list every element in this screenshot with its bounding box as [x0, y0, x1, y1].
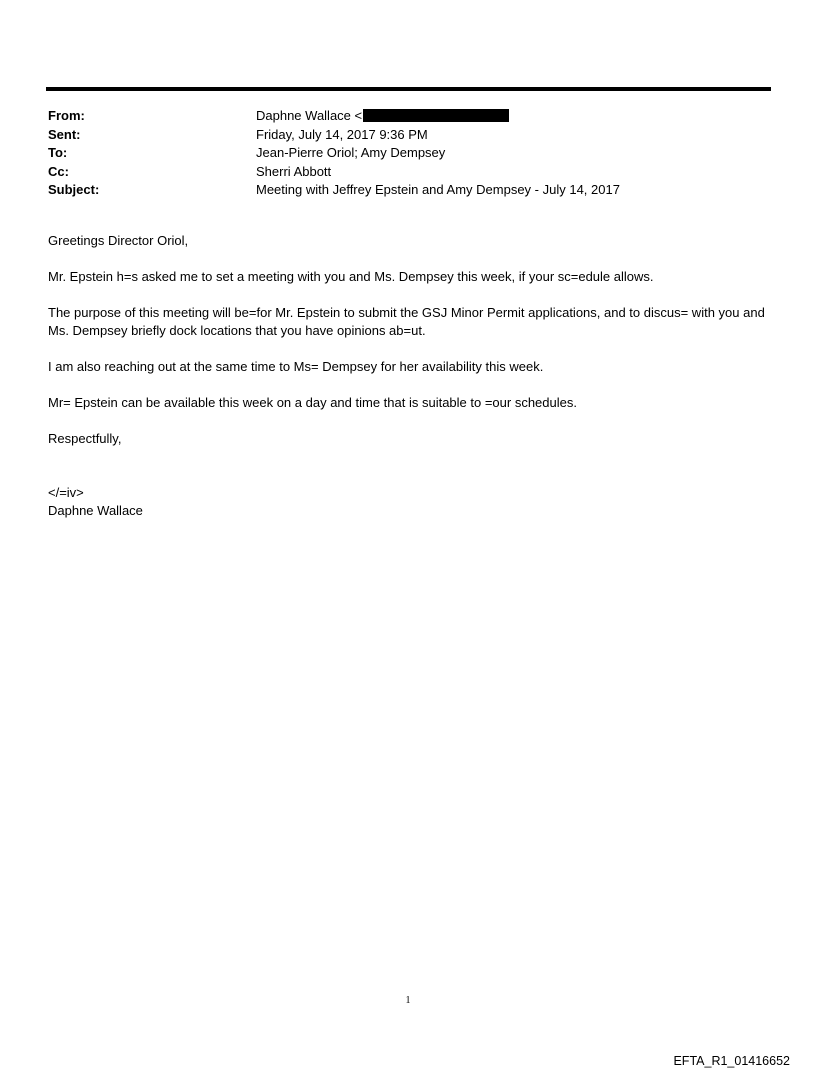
- from-value: [256, 107, 509, 126]
- cc-value: Sherri Abbott: [256, 163, 332, 179]
- sender-name: Daphne Wallace <: [256, 108, 363, 123]
- closing: Respectfully,: [48, 431, 122, 446]
- email-body: [48, 232, 774, 520]
- signature-markup: </=iv>: [48, 485, 84, 500]
- from-label: From:: [48, 108, 85, 123]
- body-paragraph: The purpose of this meeting will be=for Mr. Epstein to submit the GSJ Minor Permit applications, and to discus= with you and Ms. Dempsey briefly dock locations that you have opinions ab=ut.: [48, 305, 765, 338]
- header-divider: [46, 87, 771, 91]
- body-paragraph: Mr. Epstein h=s asked me to set a meeting with you and Ms. Dempsey this week, if your sc=edule allows.: [48, 269, 654, 284]
- greeting: Greetings Director Oriol,: [48, 233, 189, 248]
- cc-row: [48, 163, 770, 182]
- sent-label: Sent:: [48, 126, 81, 142]
- sent-value: Friday, July 14, 2017 9:36 PM: [256, 126, 428, 142]
- document-id: EFTA_R1_01416652: [673, 1054, 790, 1068]
- signature-name: Daphne Wallace: [48, 503, 143, 518]
- email-header: [48, 107, 770, 200]
- subject-label: Subject:: [48, 182, 100, 197]
- to-label: To:: [48, 145, 68, 160]
- body-paragraph: I am also reaching out at the same time to Ms= Dempsey for her availability this week.: [48, 359, 544, 374]
- subject-value: Meeting with Jeffrey Epstein and Amy Dempsey - July 14, 2017: [256, 182, 620, 197]
- redacted-email: [363, 109, 509, 122]
- sent-row: [48, 126, 770, 145]
- cc-label: Cc:: [48, 163, 69, 179]
- to-value: Jean-Pierre Oriol; Amy Dempsey: [256, 145, 446, 160]
- signature-block: [48, 484, 774, 520]
- page-number: 1: [405, 995, 411, 1006]
- from-row: [48, 107, 770, 126]
- spacer: [48, 466, 774, 484]
- subject-row: [48, 181, 770, 200]
- to-row: [48, 144, 770, 163]
- body-paragraph: Mr= Epstein can be available this week on a day and time that is suitable to =our schedules.: [48, 395, 577, 410]
